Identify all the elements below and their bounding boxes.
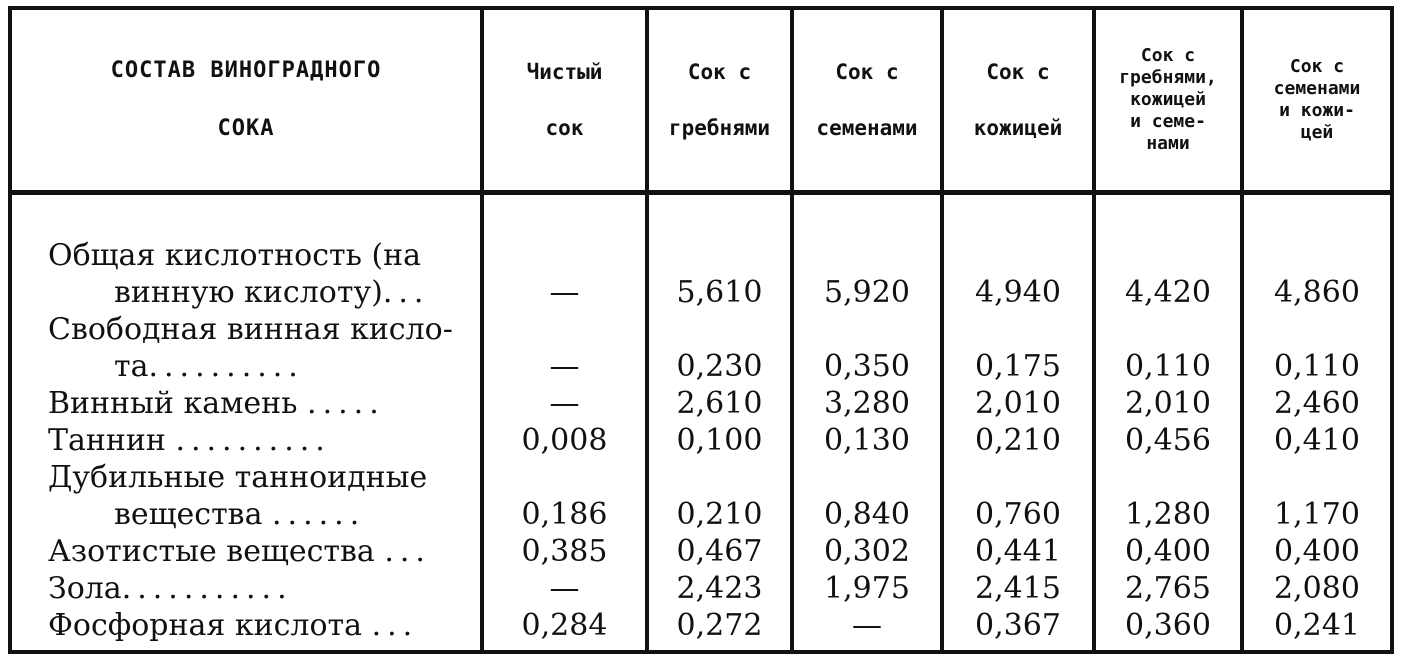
header-line: сок: [545, 116, 584, 140]
value-cell: 2,610: [676, 386, 763, 421]
value-cell: 0,456: [1125, 423, 1211, 458]
header-line: Сок с: [687, 60, 752, 84]
value-cell: 0,008: [521, 423, 608, 458]
row-label: [48, 459, 470, 533]
header-juice-skins: [942, 10, 1094, 193]
values-column-pure: [482, 193, 647, 651]
header-juice-stems: [647, 10, 792, 193]
values-column-stems: [647, 193, 792, 651]
value-cell: 0,230: [676, 349, 763, 384]
header-line: семенами: [816, 116, 918, 140]
header-juice-stems-skins-seeds: [1094, 10, 1242, 193]
header-line: кожицей: [973, 116, 1063, 140]
value-cell: —: [852, 608, 882, 643]
value-cell: 1,170: [1274, 497, 1360, 532]
value-cell: 2,415: [975, 571, 1061, 606]
value-cell: 0,840: [824, 497, 910, 532]
value-cell: 0,210: [975, 423, 1061, 458]
value-cell: 0,272: [676, 608, 763, 643]
value-cell: 0,367: [975, 608, 1061, 643]
value-cell: 4,420: [1125, 275, 1211, 310]
label-text: Общая кислотность (на: [48, 238, 422, 273]
value-cell: 0,186: [521, 497, 608, 532]
values-column-seeds: [792, 193, 942, 651]
value-cell: —: [549, 571, 580, 606]
body-row: [12, 193, 1390, 651]
header-juice-seeds: [792, 10, 942, 193]
row-label: [48, 385, 470, 422]
value-cell: 0,760: [975, 497, 1061, 532]
value-cell: 0,210: [676, 497, 763, 532]
label-text: Зола: [48, 571, 122, 606]
value-cell: 4,940: [975, 275, 1061, 310]
values-column-skins: [942, 193, 1094, 651]
value-cell: 2,765: [1125, 571, 1211, 606]
dot-leader: ..........: [148, 349, 304, 384]
values-column-seeds-skins: [1242, 193, 1390, 651]
label-text: винную кислоту): [114, 275, 383, 310]
header-line: семенами: [1273, 78, 1361, 99]
values-column-stems-skins-seeds: [1094, 193, 1242, 651]
header-line: СОКА: [217, 116, 275, 141]
row-label: [48, 311, 470, 385]
header-line: гребнями: [668, 116, 771, 140]
value-cell: 2,080: [1274, 571, 1360, 606]
table-frame: [8, 6, 1394, 654]
row-label: [48, 570, 470, 607]
header-line: нами: [1146, 133, 1190, 154]
label-text: Азотистые вещества: [48, 534, 375, 569]
value-cell: —: [549, 349, 580, 384]
value-cell: 0,110: [1125, 349, 1211, 384]
value-cell: —: [549, 386, 580, 421]
label-text: Дубильные таннoидные: [48, 460, 428, 495]
value-cell: 0,284: [521, 608, 608, 643]
header-line: и кожи-: [1279, 100, 1355, 121]
grape-juice-composition-table: [12, 10, 1390, 650]
header-line: Сок с: [986, 60, 1050, 84]
label-text: Свободная винная кисло-: [48, 312, 453, 347]
value-cell: 0,360: [1125, 608, 1211, 643]
dot-leader: .....: [307, 386, 385, 421]
value-cell: 0,385: [521, 534, 608, 569]
value-cell: 2,460: [1274, 386, 1360, 421]
header-line: СОСТАВ ВИНОГРАДНОГО: [110, 58, 382, 83]
label-text: Винный камень: [48, 386, 298, 421]
header-line: Сок с: [1289, 56, 1345, 77]
value-cell: 0,302: [824, 534, 910, 569]
value-cell: 0,467: [676, 534, 763, 569]
value-cell: 0,110: [1274, 349, 1360, 384]
row-label: [48, 533, 470, 570]
header-composition: [12, 10, 482, 193]
value-cell: 0,241: [1274, 608, 1360, 643]
value-cell: 0,410: [1274, 423, 1360, 458]
label-text: та: [114, 349, 149, 384]
value-cell: 2,010: [1125, 386, 1211, 421]
dot-leader: ...........: [121, 571, 293, 606]
label-text: вещества: [114, 497, 263, 532]
row-label: [48, 237, 470, 311]
dot-leader: ..........: [175, 423, 331, 458]
dot-leader: ......: [272, 497, 366, 532]
header-line: гребнями,: [1119, 67, 1217, 88]
header-line: Сок с: [1140, 45, 1196, 66]
value-cell: 2,423: [676, 571, 763, 606]
header-line: Сок с: [835, 60, 899, 84]
value-cell: 0,350: [824, 349, 910, 384]
value-cell: 0,400: [1274, 534, 1360, 569]
value-cell: 5,610: [676, 275, 763, 310]
header-line: Чистый: [526, 60, 603, 84]
value-cell: —: [549, 275, 580, 310]
value-cell: 0,175: [975, 349, 1061, 384]
header-row: [12, 10, 1390, 193]
value-cell: 2,010: [975, 386, 1061, 421]
value-cell: 0,400: [1125, 534, 1211, 569]
row-label: [48, 422, 470, 459]
value-cell: 3,280: [824, 386, 910, 421]
dot-leader: ...: [384, 534, 431, 569]
header-juice-seeds-skins: [1242, 10, 1390, 193]
value-cell: 4,860: [1274, 275, 1360, 310]
value-cell: 0,441: [975, 534, 1061, 569]
header-line: и семе-: [1130, 111, 1206, 132]
header-line: кожицей: [1130, 89, 1206, 110]
label-text: Фосфорная кислота: [48, 608, 363, 643]
dot-leader: ...: [382, 275, 430, 310]
labels-column: [12, 193, 482, 651]
dot-leader: ...: [371, 608, 419, 643]
header-pure-juice: [482, 10, 647, 193]
value-cell: 0,130: [824, 423, 910, 458]
value-cell: 5,920: [824, 275, 910, 310]
row-label: [48, 607, 470, 644]
header-line: цей: [1300, 122, 1334, 143]
value-cell: 1,280: [1125, 497, 1211, 532]
value-cell: 0,100: [676, 423, 763, 458]
label-text: Таннин: [48, 423, 166, 458]
value-cell: 1,975: [824, 571, 910, 606]
